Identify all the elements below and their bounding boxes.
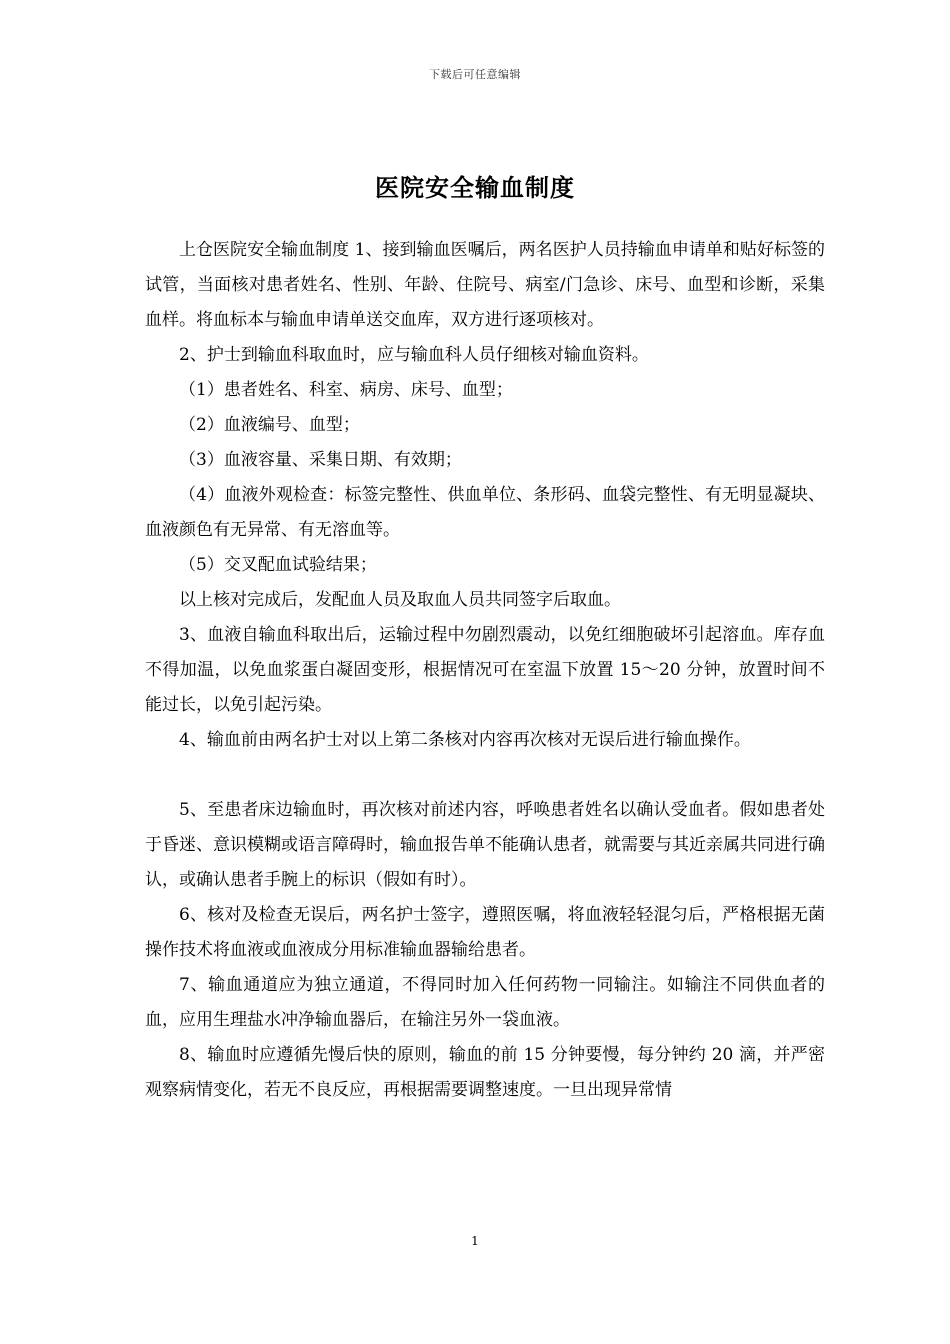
list-item-1: （1）患者姓名、科室、病房、床号、血型； — [179, 380, 513, 400]
paragraph-6: 6、核对及检查无误后，两名护士签字，遵照医嘱，将血液轻轻混匀后，严格根据无菌操作技术将血液或血液成分用标准输血器输给患者。 — [145, 905, 825, 960]
document-title: 医院安全输血制度 — [375, 173, 575, 203]
paragraph-3: 3、血液自输血科取出后，运输过程中勿剧烈震动，以免红细胞破坏引起溶血。库存血不得加温，以免血浆蛋白凝固变形，根据情况可在室温下放置 15～20 分钟，放置时间不能过长，以免引起污染。 — [145, 625, 825, 715]
paragraph-1: 上仓医院安全输血制度 1、接到输血医嘱后，两名医护人员持输血申请单和贴好标签的试管，当面核对患者姓名、性别、年龄、住院号、病室/门急诊、床号、血型和诊断，采集血样。将血标本与输血申请单送交血库，双方进行逐项核对。 — [145, 240, 825, 330]
page-header-note: 下载后可任意编辑 — [429, 68, 521, 81]
paragraph-7: 7、输血通道应为独立通道，不得同时加入任何药物一同输注。如输注不同供血者的血，应用生理盐水冲净输血器后，在输注另外一袋血液。 — [145, 975, 825, 1030]
list-item-3: （3）血液容量、采集日期、有效期； — [179, 450, 462, 470]
document-body — [145, 233, 825, 1108]
list-item-5: （5）交叉配血试验结果； — [179, 555, 377, 575]
page-number: 1 — [471, 1234, 479, 1248]
paragraph-sign-off: 以上核对完成后，发配血人员及取血人员共同签字后取血。 — [179, 590, 621, 610]
list-item-2: （2）血液编号、血型； — [179, 415, 360, 435]
paragraph-8: 8、输血时应遵循先慢后快的原则，输血的前 15 分钟要慢，每分钟约 20 滴，并严密观察病情变化，若无不良反应，再根据需要调整速度。一旦出现异常情 — [145, 1045, 825, 1100]
paragraph-4: 4、输血前由两名护士对以上第二条核对内容再次核对无误后进行输血操作。 — [179, 730, 751, 750]
list-item-4: （4）血液外观检查：标签完整性、供血单位、条形码、血袋完整性、有无明显凝块、血液颜色有无异常、有无溶血等。 — [145, 485, 825, 540]
paragraph-5: 5、至患者床边输血时，再次核对前述内容，呼唤患者姓名以确认受血者。假如患者处于昏迷、意识模糊或语言障碍时，输血报告单不能确认患者，就需要与其近亲属共同进行确认，或确认患者手腕上的标识（假如有时）。 — [145, 800, 825, 890]
paragraph-2: 2、护士到输血科取血时，应与输血科人员仔细核对输血资料。 — [179, 345, 649, 365]
